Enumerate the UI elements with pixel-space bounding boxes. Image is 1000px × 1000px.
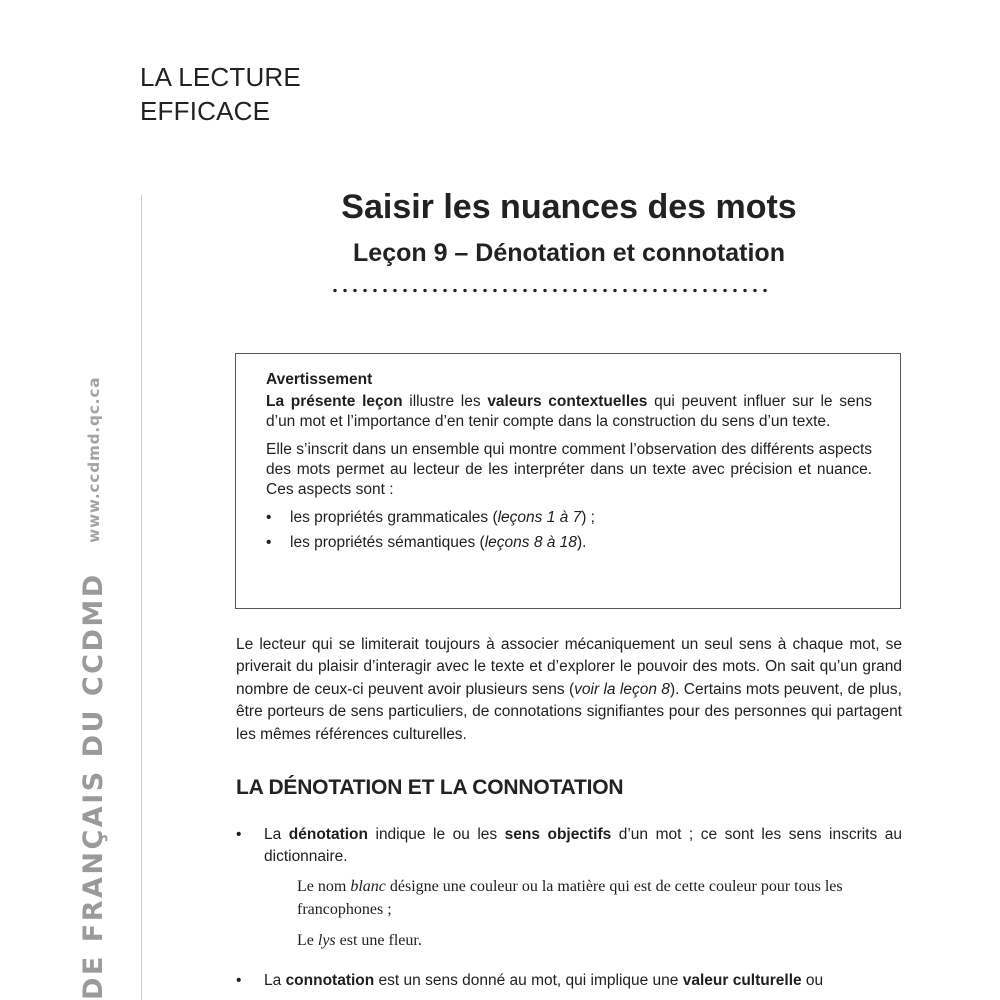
list-item: • les propriétés sémantiques (leçons 8 à 18).: [266, 533, 872, 553]
page-title: Saisir les nuances des mots: [341, 188, 797, 226]
publisher-brand: DE FRANÇAIS DU CCDMD: [78, 572, 109, 1000]
vertical-sidebar-text: [78, 376, 109, 1000]
warning-box: [235, 353, 901, 609]
book-title: [140, 60, 301, 128]
warning-paragraph-1: La présente leçon illustre les valeurs contextuelles qui peuvent influer sur le sens d’un mot et l’importance d’en tenir compte dans la construction du sens d’un texte.: [266, 393, 872, 430]
bullet-icon: •: [236, 972, 242, 989]
warning-heading: Avertissement: [266, 371, 373, 388]
denotation-text: La dénotation indique le ou les sens objectifs d’un mot ; ce sont les sens inscrits au dictionnaire.: [264, 826, 902, 865]
dotted-rule: [330, 288, 770, 293]
connotation-bullet: [236, 970, 902, 992]
lesson-subtitle: Leçon 9 – Dénotation et connotation: [353, 239, 785, 267]
section-heading: LA DÉNOTATION ET LA CONNOTATION: [236, 776, 624, 799]
book-title-line-1: LA LECTURE: [140, 62, 301, 92]
denotation-bullet: [236, 824, 902, 868]
book-title-line-2: EFFICACE: [140, 96, 271, 126]
list-item: • les propriétés grammaticales (leçons 1 à 7) ;: [266, 508, 872, 528]
bullet-icon: •: [236, 826, 242, 843]
warning-list: [266, 508, 872, 553]
margin-divider: [141, 195, 142, 1000]
intro-paragraph: Le lecteur qui se limiterait toujours à associer mécaniquement un seul sens à chaque mot, se priverait du plaisir d’interagir avec le texte et d’explorer le pouvoir des mots. On sait qu’un grand nombre de ceux-ci peuvent avoir plusieurs sens (voir la leçon 8). Certains mots peuvent, de plus, être porteurs de sens particuliers, de connotations signifiantes pour des personnes qui partagent les mêmes références culturelles.: [236, 636, 902, 743]
connotation-text: La connotation est un sens donné au mot, qui implique une valeur culturelle ou: [264, 972, 824, 989]
publisher-url: www.ccdmd.qc.ca: [84, 376, 103, 543]
example-lys: Le lys est une fleur.: [297, 932, 422, 949]
example-blanc: Le nom blanc désigne une couleur ou la matière qui est de cette couleur pour tous les francophones ;: [297, 878, 843, 918]
warning-paragraph-2: Elle s’inscrit dans un ensemble qui montre comment l’observation des différents aspects des mots permet au lecteur de les interpréter dans un texte avec précision et nuance. Ces aspects sont :: [266, 441, 872, 498]
